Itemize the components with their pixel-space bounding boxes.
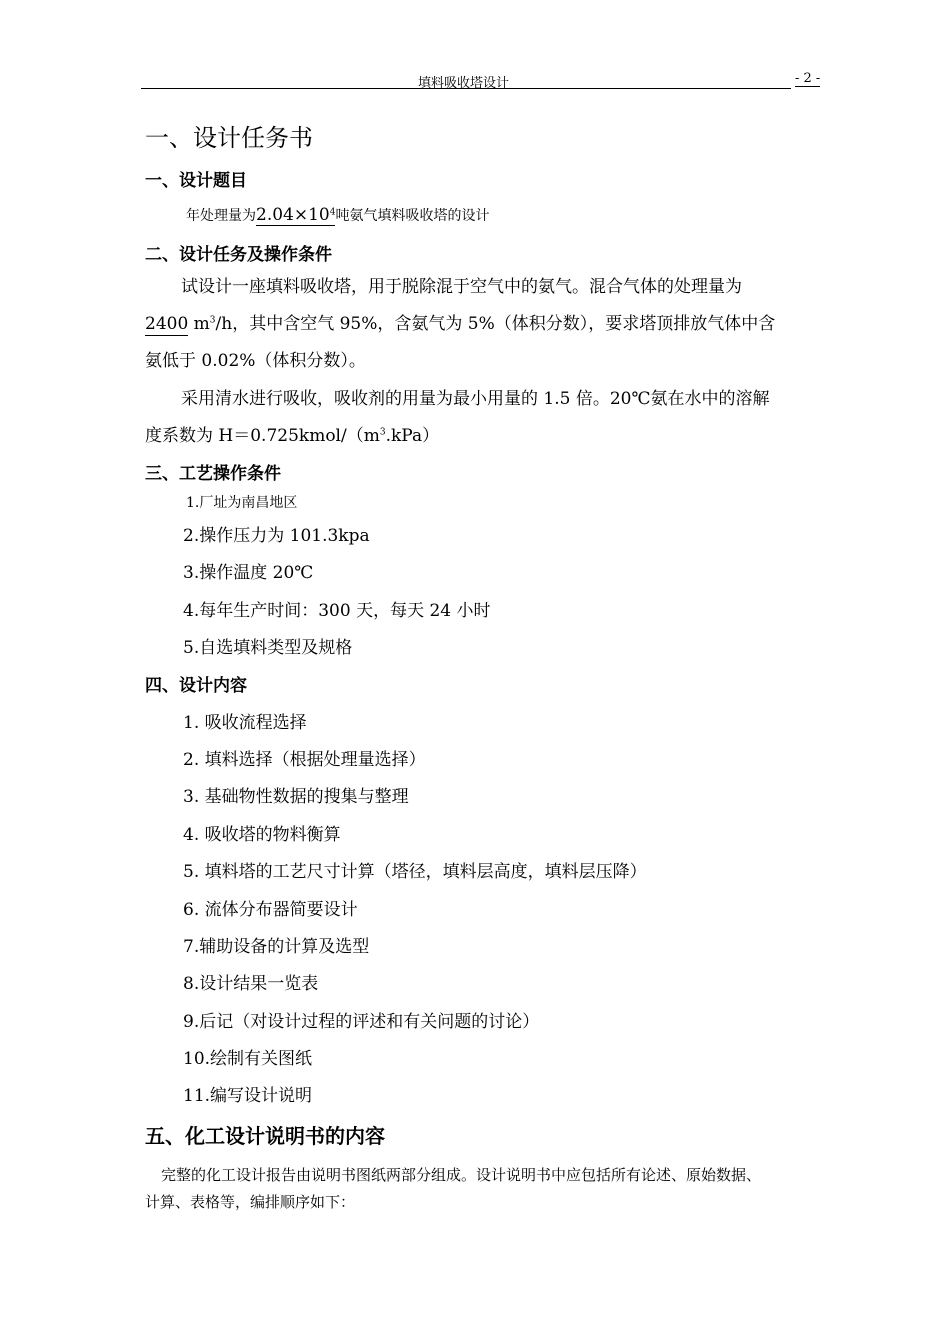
task-para1-line1: 试设计一座填料吸收塔，用于脱除混于空气中的氨气。混合气体的处理量为 [181,277,742,297]
condition-item: 5.自选填料类型及规格 [183,638,353,658]
flow-unit-exp: 3 [209,315,216,326]
report-para-line1: 完整的化工设计报告由说明书图纸两部分组成。设计说明书中应包括所有论述、原始数据、 [161,1166,762,1184]
task-para2-line2 [145,421,439,446]
content-item: 4. 吸收塔的物料衡算 [183,825,341,845]
topic-quantity-base: 2.04×10 [256,205,330,225]
content-item: 9.后记（对设计过程的评述和有关问题的讨论） [183,1012,540,1032]
condition-item: 4.每年生产时间：300 天，每天 24 小时 [183,601,491,621]
solubility-post: .kPa） [385,426,440,446]
condition-item: 3.操作温度 20℃ [183,563,314,583]
task-para1-line2-rest: /h，其中含空气 95%，含氨气为 5%（体积分数），要求塔顶排放气体中含 [215,314,776,334]
content-item: 2. 填料选择（根据处理量选择） [183,750,426,770]
condition-item: 2.操作压力为 101.3kpa [183,526,370,546]
section1-heading: 一、设计题目 [145,171,247,191]
task-para2-line1: 采用清水进行吸收，吸收剂的用量为最小用量的 1.5 倍。20℃氨在水中的溶解 [181,389,770,409]
section5-heading: 五、化工设计说明书的内容 [145,1124,385,1148]
content-item: 5. 填料塔的工艺尺寸计算（塔径，填料层高度，填料层压降） [183,862,647,882]
content-item: 6. 流体分布器简要设计 [183,900,358,920]
content-item: 8.设计结果一览表 [183,974,319,994]
content-item: 10.绘制有关图纸 [183,1049,313,1069]
content-item: 1. 吸收流程选择 [183,713,307,733]
task-para1-line3: 氨低于 0.02%（体积分数）。 [145,351,366,371]
topic-prefix: 年处理量为 [186,208,256,224]
content-item: 3. 基础物性数据的搜集与整理 [183,787,409,807]
flow-rate-value: 2400 [145,314,189,334]
report-para-line2: 计算、表格等，编排顺序如下： [145,1193,356,1211]
topic-quantity [256,205,336,226]
page-number: - 2 - [795,71,821,86]
content-item: 7.辅助设备的计算及选型 [183,937,370,957]
section3-heading: 三、工艺操作条件 [145,464,281,484]
header-title: 填料吸收塔设计 [418,76,510,91]
section2-heading: 二、设计任务及操作条件 [145,245,332,265]
condition-item: 1.厂址为南昌地区 [186,495,298,511]
section4-heading: 四、设计内容 [145,676,247,696]
solubility-pre: 度系数为 H＝0.725kmol/（m [145,426,380,446]
header-rule [141,88,791,89]
flow-unit: m [188,314,210,334]
design-topic-line [186,205,489,225]
topic-suffix: 吨氨气填料吸收塔的设计 [335,208,490,224]
topic-quantity-exp: 4 [329,207,336,218]
task-para1-line2 [145,309,775,334]
main-title: 一、设计任务书 [145,124,313,152]
solubility-exp: 3 [379,427,386,438]
content-item: 11.编写设计说明 [183,1086,313,1106]
